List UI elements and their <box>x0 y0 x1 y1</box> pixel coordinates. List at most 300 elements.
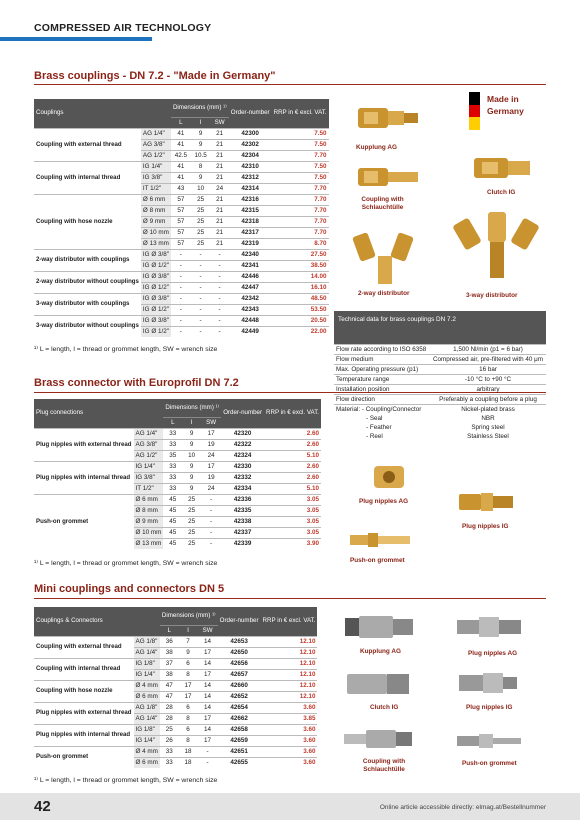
table-head-variant <box>134 399 164 428</box>
group-label: Coupling with internal thread <box>34 161 141 194</box>
table-head-order: Order-number <box>221 399 264 428</box>
length-cell: 45 <box>163 505 182 516</box>
variant-cell: IG Ø 1/2" <box>142 327 169 335</box>
price-cell: 48.50 <box>272 293 329 304</box>
caption-mini-plug-ag: Plug nipples AG <box>468 650 518 657</box>
caption-mini-grommet: Push-on grommet <box>462 760 517 767</box>
variant-cell: AG 1/4" <box>134 428 164 439</box>
section-divider <box>34 598 546 599</box>
order-number-cell: 42340 <box>229 249 272 260</box>
order-number-cell: 42315 <box>229 205 272 216</box>
variant-cell: IG Ø 3/8" <box>141 271 171 282</box>
thread-length-cell: - <box>191 282 211 293</box>
table-row <box>34 428 321 439</box>
variant-cell: IG Ø 3/8" <box>141 249 171 260</box>
tech-label-line: - Feather <box>366 424 392 431</box>
wrench-size-cell: 21 <box>210 161 228 172</box>
variant-cell: Ø 4 mm <box>134 680 160 691</box>
order-number-cell: 42651 <box>218 746 261 757</box>
price-cell: 20.50 <box>272 315 329 326</box>
price-cell: 3.05 <box>264 516 321 527</box>
length-cell: - <box>171 304 191 315</box>
group-label: Plug nipples with external thread <box>34 428 134 461</box>
tech-value-line: NBR <box>481 415 495 422</box>
tech-data-header <box>334 311 546 344</box>
table-row <box>34 161 329 172</box>
tech-value <box>430 375 546 385</box>
tech-value-line: 16 bar <box>479 366 497 373</box>
order-number-cell: 42662 <box>218 713 261 724</box>
mini-plug-ig-image <box>457 668 521 698</box>
tech-value-line: 1,500 Nl/min (p1 = 6 bar) <box>453 346 523 353</box>
price-cell: 7.70 <box>272 227 329 238</box>
length-cell: - <box>171 271 191 282</box>
order-number-cell: 42652 <box>218 691 261 702</box>
price-cell: 2.60 <box>264 439 321 450</box>
thread-length-cell: - <box>191 260 211 271</box>
order-number-cell: 42304 <box>229 150 272 161</box>
table-row <box>34 702 317 713</box>
wrench-size-cell: 17 <box>197 669 217 680</box>
tech-row <box>334 345 546 355</box>
length-cell: - <box>171 326 191 337</box>
price-cell: 7.50 <box>272 128 329 139</box>
table-head-variant <box>141 99 171 128</box>
thread-length-cell: - <box>191 293 211 304</box>
caption-mini-clutch: Clutch IG <box>370 704 399 711</box>
price-cell: 53.50 <box>272 304 329 315</box>
order-number-cell: 42317 <box>229 227 272 238</box>
price-cell: 38.50 <box>272 260 329 271</box>
group-label: Coupling with hose nozzle <box>34 680 134 702</box>
price-cell: 12.10 <box>261 669 318 680</box>
tech-row <box>334 355 546 365</box>
group-label: Plug nipples with internal thread <box>34 724 134 746</box>
price-cell: 3.60 <box>261 702 318 713</box>
length-cell: 45 <box>163 494 182 505</box>
tech-row <box>334 405 546 442</box>
thread-length-cell: 6 <box>179 702 198 713</box>
order-number-cell: 42448 <box>229 315 272 326</box>
price-cell: 3.05 <box>264 494 321 505</box>
wrench-size-cell: 17 <box>197 713 217 724</box>
table-head-rrp: RRP in € excl. VAT. <box>261 607 318 636</box>
price-cell: 3.60 <box>261 757 318 768</box>
length-cell: 41 <box>171 161 191 172</box>
tech-label <box>334 375 430 385</box>
group-label: 3-way distributor with couplings <box>34 293 141 315</box>
wrench-size-cell: - <box>201 494 221 505</box>
mini-grommet-image <box>455 730 525 752</box>
tech-data-table <box>334 344 546 441</box>
tech-value <box>430 355 546 365</box>
variant-cell: AG 1/2" <box>141 150 171 161</box>
table-row <box>34 494 321 505</box>
wrench-size-cell: 19 <box>201 439 221 450</box>
table-row <box>34 746 317 757</box>
length-cell: 37 <box>160 658 179 669</box>
order-number-cell: 42300 <box>229 128 272 139</box>
section-divider <box>34 84 546 85</box>
page-number: 42 <box>34 798 51 815</box>
table-head-label: Couplings <box>34 99 141 128</box>
price-cell: 14.00 <box>272 271 329 282</box>
coupling-hose-image <box>354 160 424 194</box>
tech-label-line: Material: - Coupling/Connector <box>336 406 422 413</box>
made-in-germany-label: Made in Germany <box>487 94 524 116</box>
caption-mini-coupling-hose: Coupling with Schlauchtülle <box>362 758 406 773</box>
thread-length-cell: 18 <box>179 757 198 768</box>
tech-label <box>334 365 430 375</box>
length-cell: 33 <box>160 757 179 768</box>
length-cell: 41 <box>171 172 191 183</box>
section-title-brass: Brass couplings - DN 7.2 - "Made in Germany" <box>34 70 276 82</box>
caption-plug-ig: Plug nipples IG <box>462 523 509 530</box>
thread-length-cell: 6 <box>179 658 198 669</box>
order-number-cell: 42330 <box>221 461 264 472</box>
tech-label-line: Temperature range <box>336 376 390 383</box>
table-row <box>34 315 329 326</box>
table-head-sw: SW <box>197 625 217 636</box>
tech-value-line: Nickel-plated brass <box>461 406 515 413</box>
table-head-dimensions: Dimensions (mm) ¹⁾ <box>171 99 229 117</box>
table-row <box>34 271 329 282</box>
table-row <box>34 128 329 139</box>
length-cell: 33 <box>163 483 182 494</box>
table-head-dimensions: Dimensions (mm) ¹⁾ <box>160 607 218 625</box>
tech-label-line: Flow rate according to ISO 6358 <box>336 346 427 353</box>
thread-length-cell: - <box>191 326 211 337</box>
variant-cell: Ø 13 mm <box>135 539 162 547</box>
tech-label <box>334 345 430 355</box>
thread-length-cell: 9 <box>191 139 211 150</box>
thread-length-cell: 10.5 <box>191 150 211 161</box>
variant-cell: IG 1/4" <box>134 461 164 472</box>
table-head-variant <box>134 607 160 636</box>
order-number-cell: 42322 <box>221 439 264 450</box>
thread-length-cell: 9 <box>191 172 211 183</box>
wrench-size-cell: - <box>210 315 228 326</box>
variant-cell: AG 1/2" <box>134 450 164 461</box>
wrench-size-cell: 24 <box>210 183 228 194</box>
wrench-size-cell: 17 <box>197 647 217 658</box>
thread-length-cell: 8 <box>179 735 198 746</box>
order-number-cell: 42655 <box>218 757 261 768</box>
germany-flag-icon <box>469 92 480 130</box>
thread-length-cell: 25 <box>191 238 211 249</box>
variant-cell: Ø 10 mm <box>141 227 171 238</box>
thread-length-cell: - <box>191 315 211 326</box>
tech-label-line: - Seal <box>366 415 383 422</box>
thread-length-cell: 8 <box>179 713 198 724</box>
order-number-cell: 42447 <box>229 282 272 293</box>
thread-length-cell: 17 <box>179 680 198 691</box>
table-head-l: L <box>171 117 191 128</box>
group-label: 2-way distributor with couplings <box>34 249 141 271</box>
footnote: ¹⁾ L = length, l = thread or grommet length, SW = wrench size <box>34 560 218 567</box>
order-number-cell: 42650 <box>218 647 261 658</box>
wrench-size-cell: 24 <box>201 450 221 461</box>
mini-plug-ag-image <box>455 612 525 642</box>
wrench-size-cell: - <box>210 249 228 260</box>
tech-data-title: Technical data for brass couplings DN 7.2 <box>338 316 456 323</box>
order-number-cell: 42337 <box>221 527 264 538</box>
group-label: Push-on grommet <box>34 494 134 549</box>
tech-value <box>430 405 546 442</box>
length-cell: 47 <box>160 680 179 691</box>
wrench-size-cell: - <box>210 271 228 282</box>
price-cell: 5.10 <box>264 450 321 461</box>
wrench-size-cell: - <box>210 293 228 304</box>
length-cell: - <box>171 249 191 260</box>
table-row <box>34 680 317 691</box>
wrench-size-cell: - <box>201 538 221 549</box>
variant-cell: AG 3/8" <box>134 439 164 450</box>
price-cell: 7.70 <box>272 216 329 227</box>
length-cell: 41 <box>171 139 191 150</box>
wrench-size-cell: 21 <box>210 172 228 183</box>
tech-value <box>430 385 546 395</box>
price-cell: 5.10 <box>264 483 321 494</box>
length-cell: 47 <box>160 691 179 702</box>
price-cell: 12.10 <box>261 636 318 647</box>
header-accent-bar <box>0 37 152 41</box>
tech-value-line: arbitrary <box>476 386 500 393</box>
variant-cell: Ø 6 mm <box>135 758 158 766</box>
caption-plug-ag: Plug nipples AG <box>359 498 409 505</box>
variant-cell: AG 1/4" <box>141 128 171 139</box>
thread-length-cell: 10 <box>182 450 201 461</box>
table-row <box>34 724 317 735</box>
caption-clutch-ig: Clutch IG <box>487 189 516 196</box>
order-number-cell: 42316 <box>229 194 272 205</box>
caption-kupplung-ag: Kupplung AG <box>356 144 397 151</box>
table-head-dimensions: Dimensions (mm) ¹⁾ <box>163 399 221 417</box>
clutch-ig-image <box>470 150 540 186</box>
section-title-euro: Brass connector with Europrofil DN 7.2 <box>34 377 239 389</box>
order-number-cell: 42449 <box>229 326 272 337</box>
length-cell: 45 <box>163 516 182 527</box>
thread-length-cell: 6 <box>179 724 198 735</box>
caption-grommet: Push-on grommet <box>350 557 405 564</box>
thread-length-cell: 25 <box>191 216 211 227</box>
table-head-order: Order-number <box>229 99 272 128</box>
tech-label-line: Max. Operating pressure (p1) <box>336 366 419 373</box>
length-cell: 36 <box>160 636 179 647</box>
table-row <box>34 194 329 205</box>
tech-value <box>430 395 546 405</box>
price-cell: 12.10 <box>261 680 318 691</box>
order-number-cell: 42343 <box>229 304 272 315</box>
section-title-mini: Mini couplings and connectors DN 5 <box>34 583 225 595</box>
variant-cell: Ø 4 mm <box>134 746 160 757</box>
tech-label-line: Flow medium <box>336 356 374 363</box>
price-cell: 3.90 <box>264 538 321 549</box>
price-cell: 22.00 <box>272 326 329 337</box>
wrench-size-cell: 21 <box>210 216 228 227</box>
length-cell: 35 <box>163 450 182 461</box>
tech-label <box>334 355 430 365</box>
length-cell: 33 <box>163 439 182 450</box>
price-cell: 3.05 <box>264 505 321 516</box>
thread-length-cell: 25 <box>191 205 211 216</box>
thread-length-cell: 8 <box>191 161 211 172</box>
variant-cell: Ø 10 mm <box>134 527 164 538</box>
wrench-size-cell: 21 <box>210 205 228 216</box>
price-cell: 7.50 <box>272 161 329 172</box>
variant-cell: IG 1/8" <box>134 724 160 735</box>
table-head-l: L <box>163 417 182 428</box>
length-cell: 38 <box>160 647 179 658</box>
wrench-size-cell: 14 <box>197 636 217 647</box>
length-cell: 45 <box>163 538 182 549</box>
length-cell: 42.5 <box>171 150 191 161</box>
wrench-size-cell: - <box>210 282 228 293</box>
variant-cell: IT 1/2" <box>134 483 164 494</box>
footnote: ¹⁾ L = length, l = thread or grommet length, SW = wrench size <box>34 777 218 784</box>
wrench-size-cell: - <box>210 304 228 315</box>
table-head-l: l <box>182 417 201 428</box>
length-cell: 28 <box>160 702 179 713</box>
price-cell: 2.60 <box>264 428 321 439</box>
group-label: Plug nipples with external thread <box>34 702 134 724</box>
variant-cell: IG Ø 3/8" <box>141 293 171 304</box>
caption-mini-kupplung: Kupplung AG <box>360 648 401 655</box>
length-cell: 57 <box>171 227 191 238</box>
table-row <box>34 658 317 669</box>
variant-cell: IG Ø 3/8" <box>141 315 171 326</box>
table-head-label: Couplings & Connectors <box>34 607 134 636</box>
mini-couplings-table <box>34 607 317 768</box>
price-cell: 3.60 <box>261 735 318 746</box>
tech-value-line: -10 °C to +90 °C <box>464 376 512 383</box>
order-number-cell: 42314 <box>229 183 272 194</box>
tech-label <box>334 385 430 395</box>
order-number-cell: 42659 <box>218 735 261 746</box>
length-cell: 33 <box>163 428 182 439</box>
tech-row <box>334 385 546 395</box>
group-label: 3-way distributor without couplings <box>34 315 141 337</box>
tech-value-line: Preferably a coupling before a plug <box>439 396 537 403</box>
table-head-order: Order-number <box>218 607 261 636</box>
price-cell: 7.50 <box>272 139 329 150</box>
three-way-distributor-image <box>452 210 542 282</box>
length-cell: - <box>171 260 191 271</box>
order-number-cell: 42653 <box>218 636 261 647</box>
variant-cell: AG 1/4" <box>134 713 160 724</box>
order-number-cell: 42320 <box>221 428 264 439</box>
push-on-grommet-image <box>346 528 416 552</box>
wrench-size-cell: - <box>197 746 217 757</box>
variant-cell: Ø 6 mm <box>134 494 164 505</box>
thread-length-cell: 25 <box>182 494 201 505</box>
wrench-size-cell: - <box>210 260 228 271</box>
tech-label-line: Flow direction <box>336 396 375 403</box>
length-cell: 43 <box>171 183 191 194</box>
thread-length-cell: 25 <box>182 516 201 527</box>
length-cell: 26 <box>160 735 179 746</box>
length-cell: 57 <box>171 205 191 216</box>
table-head-sw: SW <box>201 417 221 428</box>
table-head-l: l <box>191 117 211 128</box>
variant-cell: IG 3/8" <box>141 172 171 183</box>
variant-cell: AG 1/8" <box>134 702 160 713</box>
thread-length-cell: 17 <box>179 691 198 702</box>
variant-cell: Ø 9 mm <box>141 216 171 227</box>
thread-length-cell: 9 <box>182 472 201 483</box>
price-cell: 7.70 <box>272 194 329 205</box>
length-cell: 38 <box>160 669 179 680</box>
price-cell: 7.70 <box>272 205 329 216</box>
wrench-size-cell: - <box>197 757 217 768</box>
table-head-rrp: RRP in € excl. VAT. <box>264 399 321 428</box>
order-number-cell: 42338 <box>221 516 264 527</box>
caption-mini-plug-ig: Plug nipples IG <box>466 704 513 711</box>
variant-cell: Ø 8 mm <box>134 505 164 516</box>
thread-length-cell: 9 <box>182 439 201 450</box>
price-cell: 3.85 <box>261 713 318 724</box>
wrench-size-cell: 14 <box>197 680 217 691</box>
plug-connections-table <box>34 399 321 549</box>
group-label: 2-way distributor without couplings <box>34 271 141 293</box>
price-cell: 12.10 <box>261 691 318 702</box>
price-cell: 12.10 <box>261 658 318 669</box>
thread-length-cell: 25 <box>182 538 201 549</box>
order-number-cell: 42318 <box>229 216 272 227</box>
order-number-cell: 42324 <box>221 450 264 461</box>
thread-length-cell: 25 <box>182 505 201 516</box>
order-number-cell: 42342 <box>229 293 272 304</box>
price-cell: 27.50 <box>272 249 329 260</box>
order-number-cell: 42656 <box>218 658 261 669</box>
variant-cell: AG 1/8" <box>134 636 160 647</box>
thread-length-cell: 25 <box>182 527 201 538</box>
variant-cell: Ø 8 mm <box>141 205 171 216</box>
two-way-distributor-image <box>350 230 422 288</box>
thread-length-cell: 9 <box>182 483 201 494</box>
wrench-size-cell: 17 <box>201 428 221 439</box>
tech-label <box>334 405 430 442</box>
table-row <box>34 293 329 304</box>
order-number-cell: 42335 <box>221 505 264 516</box>
wrench-size-cell: - <box>201 516 221 527</box>
thread-length-cell: 25 <box>191 194 211 205</box>
variant-cell: IG 1/4" <box>134 669 160 680</box>
wrench-size-cell: 17 <box>197 735 217 746</box>
table-head-label: Plug connections <box>34 399 134 428</box>
order-number-cell: 42654 <box>218 702 261 713</box>
table-row <box>34 636 317 647</box>
order-number-cell: 42339 <box>221 538 264 549</box>
table-row <box>34 249 329 260</box>
length-cell: 33 <box>163 472 182 483</box>
length-cell: 33 <box>163 461 182 472</box>
wrench-size-cell: 14 <box>197 702 217 713</box>
wrench-size-cell: 19 <box>201 472 221 483</box>
order-number-cell: 42312 <box>229 172 272 183</box>
variant-cell: Ø 9 mm <box>134 516 164 527</box>
wrench-size-cell: 21 <box>210 194 228 205</box>
price-cell: 2.60 <box>264 461 321 472</box>
thread-length-cell: 10 <box>191 183 211 194</box>
tech-row <box>334 365 546 375</box>
tech-row <box>334 395 546 405</box>
price-cell: 12.10 <box>261 647 318 658</box>
caption-coupling-hose: Coupling with Schlauchtülle <box>361 196 404 211</box>
order-number-cell: 42446 <box>229 271 272 282</box>
length-cell: 57 <box>171 238 191 249</box>
variant-cell: IG 3/8" <box>134 472 164 483</box>
